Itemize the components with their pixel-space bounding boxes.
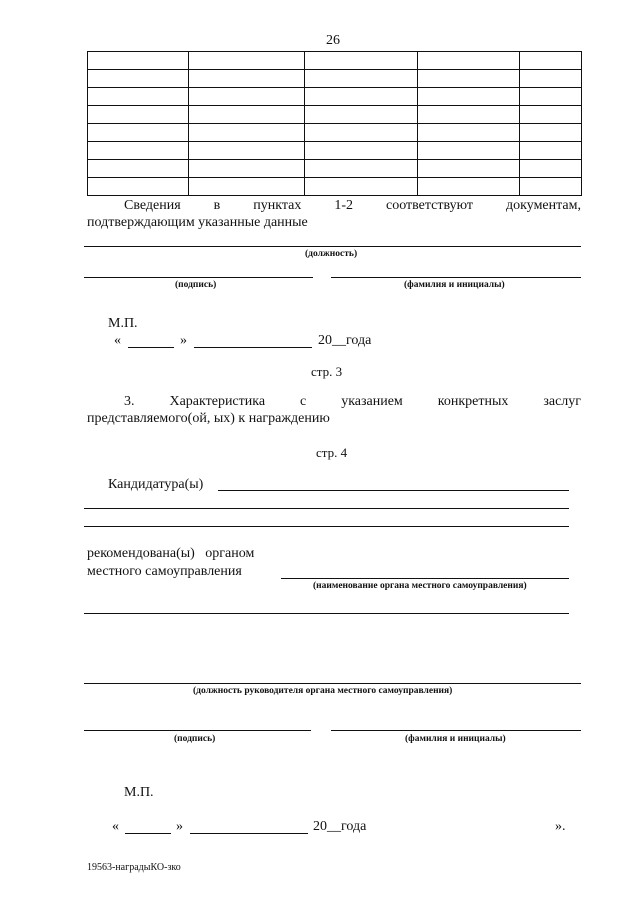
table-cell [418,160,520,178]
table-cell [305,88,418,106]
table-cell [189,106,305,124]
candidates-label: Кандидатура(ы) [108,477,204,492]
table-cell [189,88,305,106]
table-cell [88,142,189,160]
table-cell [305,106,418,124]
date-year: 20__года [318,333,372,348]
table-cell [189,70,305,88]
table-row [88,124,582,142]
table-cell [88,70,189,88]
table-cell [520,124,582,142]
authority-name-line [281,578,569,579]
table-cell [189,52,305,70]
caption-position: (должность) [305,249,358,259]
table-cell [189,160,305,178]
date2-day-line [125,833,171,834]
date-open-quote: « [114,333,121,348]
stamp-label: М.П. [108,316,138,331]
date-day-line [128,347,174,348]
caption-head-position: (должность руководителя органа местного самоуправления) [193,686,453,696]
table-row [88,160,582,178]
table-cell [418,52,520,70]
table-cell [418,106,520,124]
table-cell [88,52,189,70]
table-cell [305,178,418,196]
table-cell [520,52,582,70]
signature-line [84,277,313,278]
head-signature-line [84,730,311,731]
table-cell [88,88,189,106]
table-cell [418,70,520,88]
date2-open-quote: « [112,819,119,834]
date2-close-quote: » [176,819,183,834]
position-line [84,246,581,247]
characteristic-line1: 3. Характеристика с указанием конкретных заслуг [124,394,582,409]
table-row [88,106,582,124]
authority-extra-line [84,613,569,614]
head-name-line [331,730,581,731]
caption-head-signature: (подпись) [174,734,216,744]
table-cell [418,142,520,160]
table-cell [305,124,418,142]
table-cell [305,142,418,160]
candidates-line-2 [84,508,569,509]
head-position-line [84,683,581,684]
table-cell [520,88,582,106]
table-cell [189,178,305,196]
table-cell [520,142,582,160]
page3-label: стр. 3 [311,364,343,379]
table-row [88,142,582,160]
table-cell [418,124,520,142]
footer-code: 19563-наградыКО-зко [87,862,181,873]
table-row [88,52,582,70]
table-cell [88,106,189,124]
table-cell [520,70,582,88]
date2-end: ». [555,819,566,834]
characteristic-line2: представляемого(ой, ых) к награждению [87,411,330,426]
table-cell [418,88,520,106]
page-number: 26 [326,33,340,48]
caption-signature: (подпись) [175,280,217,290]
table-cell [305,160,418,178]
date2-year: 20__года [313,819,367,834]
table-cell [189,142,305,160]
stamp-label-2: М.П. [124,785,154,800]
table-cell [520,160,582,178]
table-row [88,178,582,196]
table-cell [520,106,582,124]
table-cell [520,178,582,196]
date-close-quote: » [180,333,187,348]
page4-label: стр. 4 [316,445,348,460]
info-statement-line2: подтверждающим указанные данные [87,215,308,230]
table-row [88,88,582,106]
name-line [331,277,581,278]
table-cell [88,160,189,178]
table-cell [189,124,305,142]
data-table [87,51,582,196]
candidates-line-3 [84,526,569,527]
table-cell [88,178,189,196]
candidates-line-1 [218,490,569,491]
date2-month-line [190,833,308,834]
info-statement-line1: Сведения в пунктах 1-2 соответствуют документам, [124,198,582,213]
date-month-line [194,347,312,348]
recommended-label: рекомендована(ы) органом [87,546,255,561]
table-cell [88,124,189,142]
table-cell [305,52,418,70]
caption-head-name: (фамилия и инициалы) [405,734,506,744]
authority-label: местного самоуправления [87,564,242,579]
caption-authority-name: (наименование органа местного самоуправления) [313,581,527,591]
table-cell [418,178,520,196]
caption-name: (фамилия и инициалы) [404,280,505,290]
table-cell [305,70,418,88]
table-row [88,70,582,88]
